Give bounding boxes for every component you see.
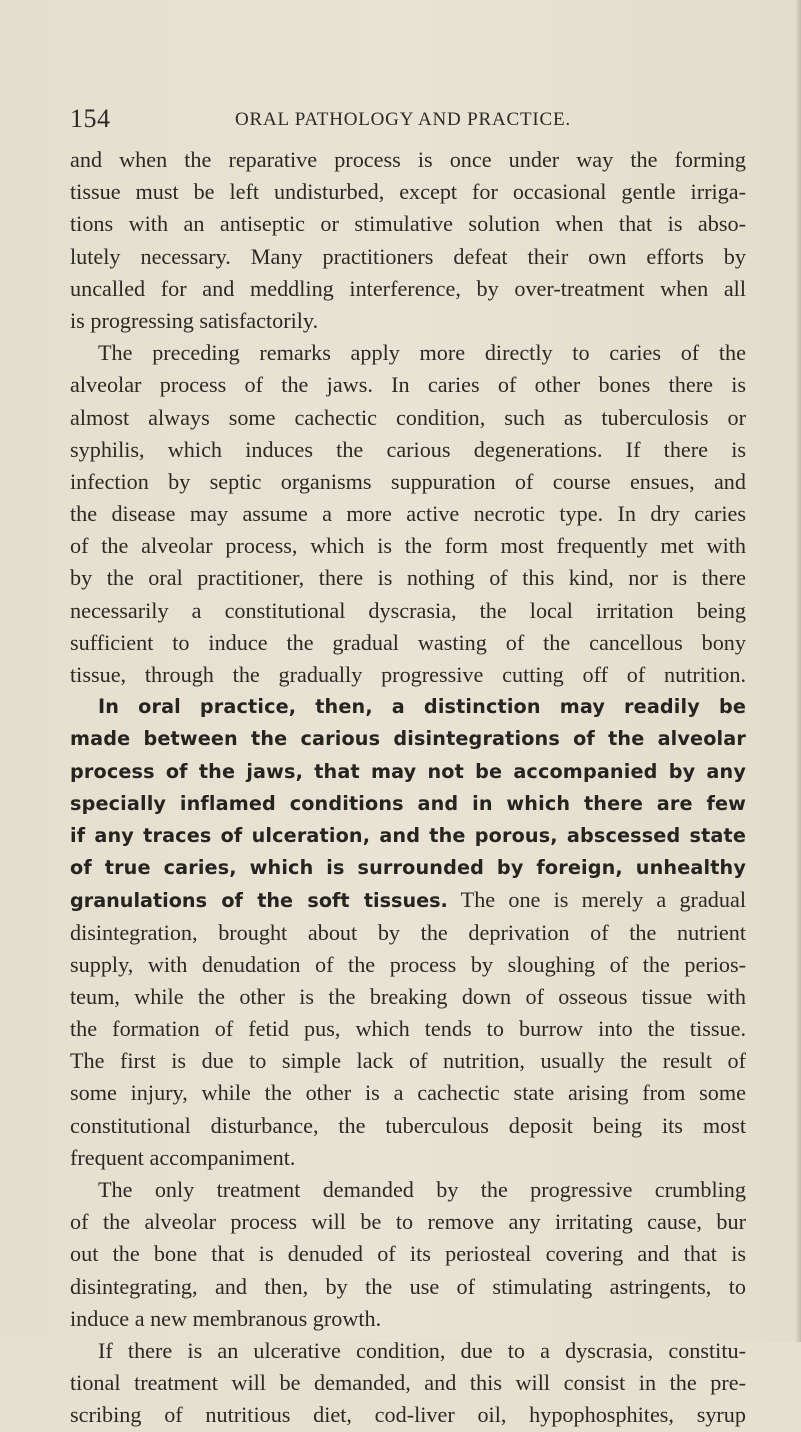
text-line: The first is due to simple lack of nutrition, usually the result of (70, 1048, 746, 1074)
text-line: If there is an ulcerative condition, due to a dyscrasia, constitu- (98, 1337, 746, 1363)
text-line: constitutional disturbance, the tuberculous deposit being its most (70, 1112, 746, 1138)
page-header (70, 104, 746, 134)
bold-text-fragment: granulations of the soft tissues. (70, 889, 448, 913)
text-line: the disease may assume a more active necrotic type. In dry caries (70, 501, 746, 527)
text-line: lutely necessary. Many practitioners defeat their own efforts by (70, 243, 746, 269)
bold-text-line: In oral practice, then, a distinction may readily be (98, 695, 746, 719)
text-line: some injury, while the other is a cachectic state arising from some (70, 1080, 746, 1106)
page-edge-shadow (795, 0, 801, 1342)
text-line: alveolar process of the jaws. In caries of other bones there is (70, 372, 746, 398)
text-line: uncalled for and meddling interference, by over-treatment when all (70, 275, 746, 301)
text-line: infection by septic organisms suppuration of course ensues, and (70, 468, 746, 494)
text-line: The preceding remarks apply more directly to caries of the (98, 340, 746, 366)
bold-text-line: if any traces of ulceration, and the porous, abscessed state (70, 823, 746, 847)
text-line: of the alveolar process, which is the form most frequently met with (70, 533, 746, 559)
mixed-text-line (70, 884, 746, 916)
text-line: supply, with denudation of the process by sloughing of the perios- (70, 951, 746, 977)
text-line: frequent accompaniment. (70, 1144, 296, 1170)
text-line: teum, while the other is the breaking down of osseous tissue with (70, 983, 746, 1009)
text-line: induce a new membranous growth. (70, 1305, 382, 1331)
text-line: and when the reparative process is once under way the forming (70, 147, 746, 172)
bold-text-line: specially inflamed conditions and in which there are few (70, 791, 746, 815)
text-line: necessarily a constitutional dyscrasia, the local irritation being (70, 597, 746, 623)
text-line: tional treatment will be demanded, and this will consist in the pre- (70, 1370, 746, 1396)
text-line: syphilis, which induces the carious degenerations. If there is (70, 436, 746, 462)
running-head: ORAL PATHOLOGY AND PRACTICE. (235, 109, 571, 130)
text-line: by the oral practitioner, there is nothing of this kind, nor is there (70, 565, 746, 591)
text-line: scribing of nutritious diet, cod-liver oil, hypophosphites, syrup (70, 1402, 746, 1428)
page-number: 154 (70, 104, 111, 133)
text-line: almost always some cachectic condition, such as tuberculosis or (70, 404, 746, 430)
text-line: out the bone that is denuded of its periosteal covering and that is (70, 1241, 746, 1267)
text-line: of the alveolar process will be to remove any irritating cause, bur (70, 1209, 746, 1235)
text-line: is progressing satisfactorily. (70, 307, 319, 333)
text-line: the formation of fetid pus, which tends to burrow into the tissue. (70, 1016, 746, 1042)
text-fragment: The one is merely a gradual (447, 887, 746, 913)
bold-text-line: made between the carious disintegrations of the alveolar (70, 727, 746, 751)
bold-text-line: process of the jaws, that may not be accompanied by any (70, 759, 746, 783)
text-line: sufficient to induce the gradual wasting of the cancellous bony (70, 629, 746, 655)
text-line: tions with an antiseptic or stimulative solution when that is abso- (70, 211, 746, 237)
text-line: tissue, through the gradually progressive cutting off of nutrition. (70, 662, 746, 687)
bold-text-line: of true caries, which is surrounded by foreign, unhealthy (70, 856, 746, 880)
text-line: The only treatment demanded by the progressive crumbling (98, 1177, 746, 1202)
text-line: tissue must be left undisturbed, except for occasional gentle irriga- (70, 179, 746, 205)
body-text (70, 144, 746, 1432)
text-line: disintegration, brought about by the deprivation of the nutrient (70, 919, 746, 945)
text-line: disintegrating, and then, by the use of stimulating astringents, to (70, 1273, 746, 1299)
